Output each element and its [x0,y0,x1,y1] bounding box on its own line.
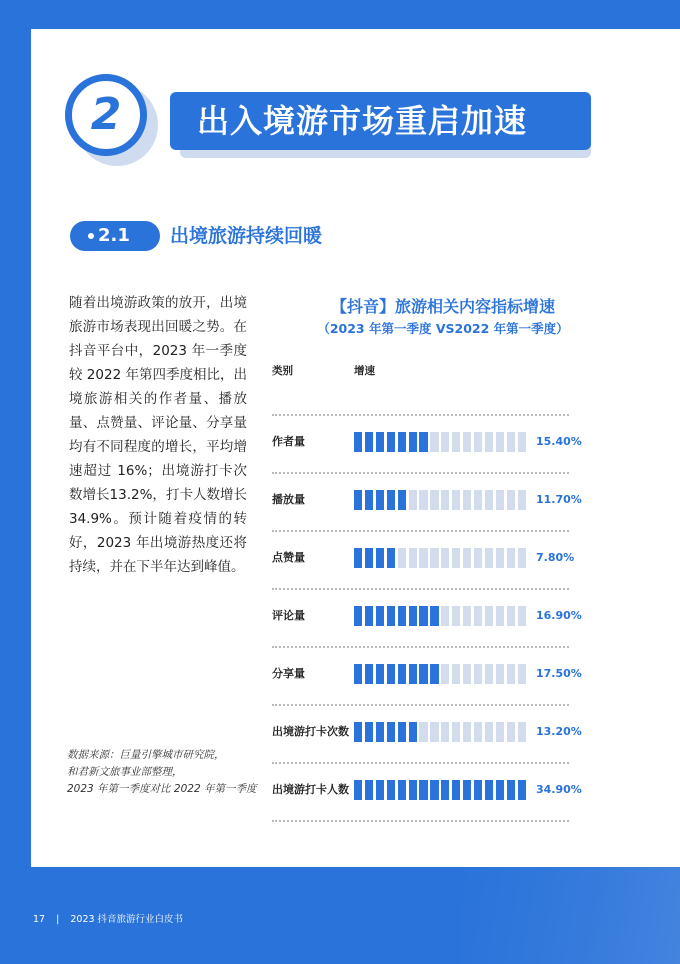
source-line-3: 2023 年第一季度对比 2022 年第一季度 [67,783,257,795]
footer-separator: | [56,914,60,925]
chart-bar-segment-empty [452,432,460,452]
chart-bar-segment-filled [354,490,362,510]
chart-bar-segment-empty [452,664,460,684]
chart-bar-segment-filled [409,780,417,800]
chart-bar-segment-empty [507,548,515,568]
chart-value-label: 17.50% [536,667,582,680]
chart-category-label: 评论量 [272,609,305,622]
chart-row-divider [272,820,569,822]
chart-bar-segment-filled [387,664,395,684]
chart-bar [354,490,534,510]
chart-bar [354,606,534,626]
chart-bar-segment-filled [430,664,438,684]
chart-bar-segment-empty [419,490,427,510]
subsection-number: 2.1 [98,225,130,246]
source-line-2: 和君新文旅事业部整理， [67,766,183,778]
chart-bar-segment-filled [365,490,373,510]
chart-bar-segment-empty [441,548,449,568]
body-paragraph: 随着出境游政策的放开，出境旅游市场表现出回暖之势。在抖音平台中，2023 年一季度较 2022 年第四季度相比，出境旅游相关的作者量、播放量、点赞量、评论量、分享量均有不同程度的增长，平均增速超过 16%；出境游打卡次数增长13.2%，打卡人数增长34.9%。预计随着疫情的转好，2023 年出境游热度还将持续，并在下半年达到峰值。 [69,295,247,575]
chart-bar-segment-filled [398,722,406,742]
chart-bar-segment-empty [485,606,493,626]
chart-bar-segment-filled [430,780,438,800]
chart-bar-segment-empty [496,490,504,510]
page-number: 17 [33,914,46,925]
chart-bar-segment-filled [365,548,373,568]
chart-bar-segment-empty [485,432,493,452]
chart-bar [354,548,534,568]
chart-bar-segment-empty [496,432,504,452]
chart-category-label: 出境游打卡人数 [272,783,349,796]
chart-bar-segment-empty [507,490,515,510]
chart-value-label: 34.90% [536,783,582,796]
chart-bar-segment-empty [441,432,449,452]
chart-bar-segment-empty [518,490,526,510]
chart-bar-segment-empty [463,490,471,510]
chart-bar-segment-filled [376,432,384,452]
chart-bar-segment-empty [398,548,406,568]
chart-bar-segment-empty [507,606,515,626]
chart-row-divider [272,530,569,532]
chart-bar-segment-empty [409,490,417,510]
chart-bar-segment-empty [430,722,438,742]
subsection-badge [70,221,160,251]
chart-bar-segment-filled [354,548,362,568]
chart-bar-segment-empty [452,722,460,742]
chart-bar-segment-filled [376,664,384,684]
chart-bar-segment-empty [474,490,482,510]
chart-bar-segment-filled [354,606,362,626]
chart-bar-segment-filled [398,780,406,800]
chart-bar-segment-empty [474,606,482,626]
chart-bar-segment-empty [485,664,493,684]
chart-bar [354,780,534,800]
chart-bar-segment-filled [430,606,438,626]
chart-bar-segment-filled [398,664,406,684]
bullet-dot-icon [88,233,94,239]
chart-bar-segment-empty [409,548,417,568]
chart-category-label: 播放量 [272,493,305,506]
chart-category-label: 点赞量 [272,551,305,564]
chart-bar-segment-filled [376,490,384,510]
chart-value-label: 7.80% [536,551,575,564]
chart-bar-segment-filled [474,780,482,800]
chart-bar-segment-empty [496,548,504,568]
chart-bar-segment-empty [441,722,449,742]
chart-bar-segment-filled [387,722,395,742]
chart-category-label: 作者量 [272,435,305,448]
chart-bar-segment-filled [409,664,417,684]
chart-bar-segment-empty [485,722,493,742]
chart-bar-segment-filled [419,780,427,800]
chart-bar [354,432,534,452]
chart-bar-segment-filled [387,490,395,510]
chart-bar-segment-empty [474,664,482,684]
chart-bar-segment-filled [398,432,406,452]
chart-bar-segment-filled [409,722,417,742]
chart-bar-segment-empty [496,664,504,684]
chart-bar-segment-filled [387,780,395,800]
chart-bar-segment-empty [485,490,493,510]
chart-bar-segment-filled [354,780,362,800]
footer-doc-title: 2023 抖音旅游行业白皮书 [70,914,184,925]
chart-bar-segment-filled [365,432,373,452]
chart-bar-segment-filled [419,606,427,626]
chart-bar-segment-filled [365,664,373,684]
chart-bar-segment-empty [474,548,482,568]
chart-bar-segment-filled [452,780,460,800]
chart-bar-segment-empty [518,432,526,452]
chart-bar-segment-empty [452,606,460,626]
chart-row-divider [272,472,569,474]
chart-value-label: 15.40% [536,435,582,448]
section-number: 2 [90,89,122,140]
section-title: 出入境游市场重启加速 [197,102,528,140]
chart-bar-segment-filled [387,432,395,452]
chart-bar-segment-empty [507,664,515,684]
chart-bar [354,664,534,684]
chart-bar-segment-filled [518,780,526,800]
chart-bar-segment-filled [387,548,395,568]
chart-bar-segment-filled [507,780,515,800]
subsection-title: 出境旅游持续回暖 [170,225,323,247]
chart-bar-segment-empty [485,548,493,568]
chart-bar-segment-filled [463,780,471,800]
chart-bar-segment-filled [496,780,504,800]
chart-category-header: 类别 [272,365,293,377]
chart-bar-segment-filled [387,606,395,626]
chart-bar-segment-filled [398,606,406,626]
chart-bar-segment-empty [463,432,471,452]
chart-bar-segment-empty [507,722,515,742]
chart-bar-segment-filled [376,722,384,742]
chart-bar-segment-empty [463,548,471,568]
chart-bar-segment-empty [518,664,526,684]
chart-row-divider [272,762,569,764]
chart-row-divider [272,646,569,648]
chart-bar-segment-filled [365,780,373,800]
chart-bar-segment-filled [376,606,384,626]
chart-bar-segment-empty [518,722,526,742]
chart-bar-segment-filled [354,664,362,684]
chart-bar-segment-filled [376,780,384,800]
chart-bar-segment-empty [507,432,515,452]
chart-value-label: 11.70% [536,493,582,506]
chart-bar-segment-empty [430,432,438,452]
chart-bar-segment-filled [409,432,417,452]
chart-bar-segment-empty [430,548,438,568]
chart-value-label: 13.20% [536,725,582,738]
chart-bar-segment-empty [518,606,526,626]
data-source [67,747,277,798]
chart-bar-segment-filled [398,490,406,510]
chart-bar-segment-empty [441,490,449,510]
chart-bar-segment-empty [518,548,526,568]
chart-bar-segment-filled [354,432,362,452]
chart-bar-segment-filled [419,432,427,452]
chart-bar-segment-empty [463,722,471,742]
chart-bar-segment-empty [474,432,482,452]
section-number-badge [65,74,147,156]
chart-row-divider [272,414,569,416]
chart-bar-segment-empty [496,606,504,626]
chart-bar-segment-filled [485,780,493,800]
chart-bar-segment-filled [376,548,384,568]
chart-bar-segment-empty [463,664,471,684]
footer-decoration [460,867,680,964]
chart-row-divider [272,588,569,590]
chart-bar-segment-filled [441,780,449,800]
chart-value-header: 增速 [354,365,375,377]
chart-bar-segment-empty [419,722,427,742]
chart-row-divider [272,704,569,706]
chart-bar-segment-filled [409,606,417,626]
chart-category-label: 分享量 [272,667,305,680]
chart-bar-segment-filled [354,722,362,742]
chart-bar-segment-empty [496,722,504,742]
chart-bar-segment-empty [474,722,482,742]
chart-subtitle: （2023 年第一季度 VS2022 年第一季度） [317,321,569,336]
chart-bar-segment-empty [452,490,460,510]
chart-category-label: 出境游打卡次数 [272,725,349,738]
chart-value-label: 16.90% [536,609,582,622]
chart-bar-segment-filled [365,722,373,742]
chart-bar-segment-empty [441,606,449,626]
chart-bar-segment-empty [441,664,449,684]
chart-bar-segment-empty [463,606,471,626]
chart-bar-segment-empty [419,548,427,568]
page-footer [33,911,183,925]
chart-bar-segment-filled [419,664,427,684]
chart-bar-segment-empty [452,548,460,568]
chart-bar [354,722,534,742]
chart-bar-segment-filled [365,606,373,626]
source-line-1: 数据来源：巨量引擎城市研究院， [67,749,225,761]
chart-bar-segment-empty [430,490,438,510]
chart-title: 【抖音】旅游相关内容指标增速 [330,297,555,316]
